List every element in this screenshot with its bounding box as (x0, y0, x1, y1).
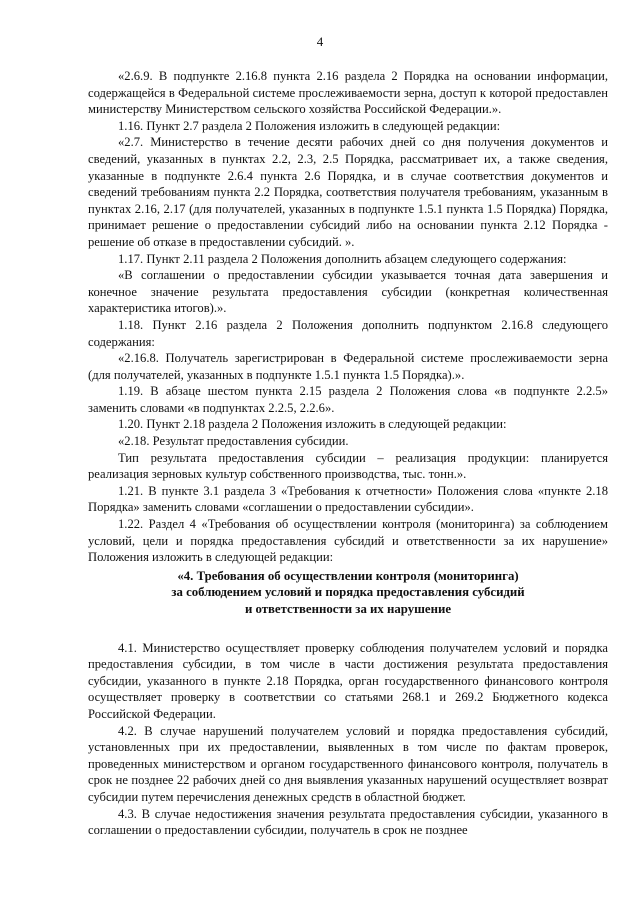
paragraph-1-18: 1.18. Пункт 2.16 раздела 2 Положения дополнить подпунктом 2.16.8 следующего содержания: (88, 317, 608, 349)
paragraph-1-16: 1.16. Пункт 2.7 раздела 2 Положения изложить в следующей редакции: (118, 118, 501, 133)
heading-line-2: за соблюдением условий и порядка предоставления субсидий (171, 585, 525, 600)
paragraph-2-7: «2.7. Министерство в течение десяти рабочих дней со дня получения документов и сведений, указанных в пунктах 2.2, 2.3, 2.5 Порядка, рассматривает их, а также сведения, указанные в подпункте 2.6.4 пункта 2.6 Порядка, и в случае соответствия документов и сведений требованиям пункта 2.2 Порядка, соответствия получателя требованиям, указанным в пунктах 2.16, 2.17 (для получателей, указанных в подпункте 1.5.1 пункта 1.5 Порядка) Порядка, принимает решение о предоставлении субсидий либо на основании пункта 2.12 Порядка - решение об отказе в предоставлении субсидий. ». (88, 135, 608, 249)
heading-line-1: «4. Требования об осуществлении контроля (мониторинга) (177, 568, 519, 583)
paragraph-2-18: «2.18. Результат предоставления субсидии. (118, 434, 349, 449)
paragraph-1-21: 1.21. В пункте 3.1 раздела 3 «Требования к отчетности» Положения слова «пункте 2.18 Порядка» заменить словами «соглашении о предоставлении субсидии». (88, 483, 608, 515)
heading-line-3: и ответственности за их нарушение (244, 602, 452, 616)
paragraph-1-20: 1.20. Пункт 2.18 раздела 2 Положения изложить в следующей редакции: (118, 417, 507, 432)
paragraph-result-type: Тип результата предоставления субсидии – реализация продукции: планируется реализация зерновых культур собственного производства, тыс. тонн.». (88, 450, 608, 482)
paragraph-4-3: 4.3. В случае недостижения значения результата предоставления субсидии, указанного в соглашении о предоставлении субсидии, получатель в срок не позднее (88, 806, 608, 838)
paragraph-1-22: 1.22. Раздел 4 «Требования об осуществлении контроля (мониторинга) за соблюдением условий, цели и порядка предоставления субсидий и ответственности за их нарушение» Положения изложить в следующей редакции: (88, 517, 608, 565)
paragraph-2-6-9: «2.6.9. В подпункте 2.16.8 пункта 2.16 раздела 2 Порядка на основании информации, содержащейся в Федеральной системе прослеживаемости зерна, доступ к которой предоставлен министерству Министерством сельского хозяйства Российской Федерации.». (88, 69, 608, 117)
paragraph-4-1: 4.1. Министерство осуществляет проверку соблюдения получателем условий и порядка предоставления субсидии, в том числе в части достижения результата предоставления субсидии, указанного в пункте 2.18 Порядка, орган государственного финансового контроля осуществляет проверку в соответствии со статьями 268.1 и 269.2 Бюджетного кодекса Российской Федерации. (88, 640, 608, 721)
paragraph-1-17: 1.17. Пункт 2.11 раздела 2 Положения дополнить абзацем следующего содержания: (118, 251, 567, 266)
paragraph-agreement-date: «В соглашении о предоставлении субсидии указывается точная дата завершения и конечное значение результата предоставления субсидии (конкретная количественная характеристика итогов).». (88, 268, 608, 316)
paragraph-4-2: 4.2. В случае нарушений получателем условий и порядка предоставления субсидий, установленных при их предоставлении, выявленных в том числе по фактам проверок, проведенных министерством и органом государственного финансового контроля, получатель в срок не позднее 22 рабочих дней со дня выявления указанных нарушений осуществляет возврат субсидии путем перечисления денежных средств в областной бюджет. (88, 723, 608, 804)
paragraph-2-16-8: «2.16.8. Получатель зарегистрирован в Федеральной системе прослеживаемости зерна (для получателей, указанных в подпункте 1.5.1 пункта 1.5 Порядка).». (88, 351, 608, 382)
paragraph-1-19: 1.19. В абзаце шестом пункта 2.15 раздела 2 Положения слова «в подпункте 2.2.5» заменить словами «в подпунктах 2.2.5, 2.2.6». (88, 384, 608, 415)
page-number: 4 (316, 34, 324, 49)
spacer (88, 618, 608, 640)
document-body (88, 68, 608, 839)
section-4-heading (88, 568, 608, 618)
